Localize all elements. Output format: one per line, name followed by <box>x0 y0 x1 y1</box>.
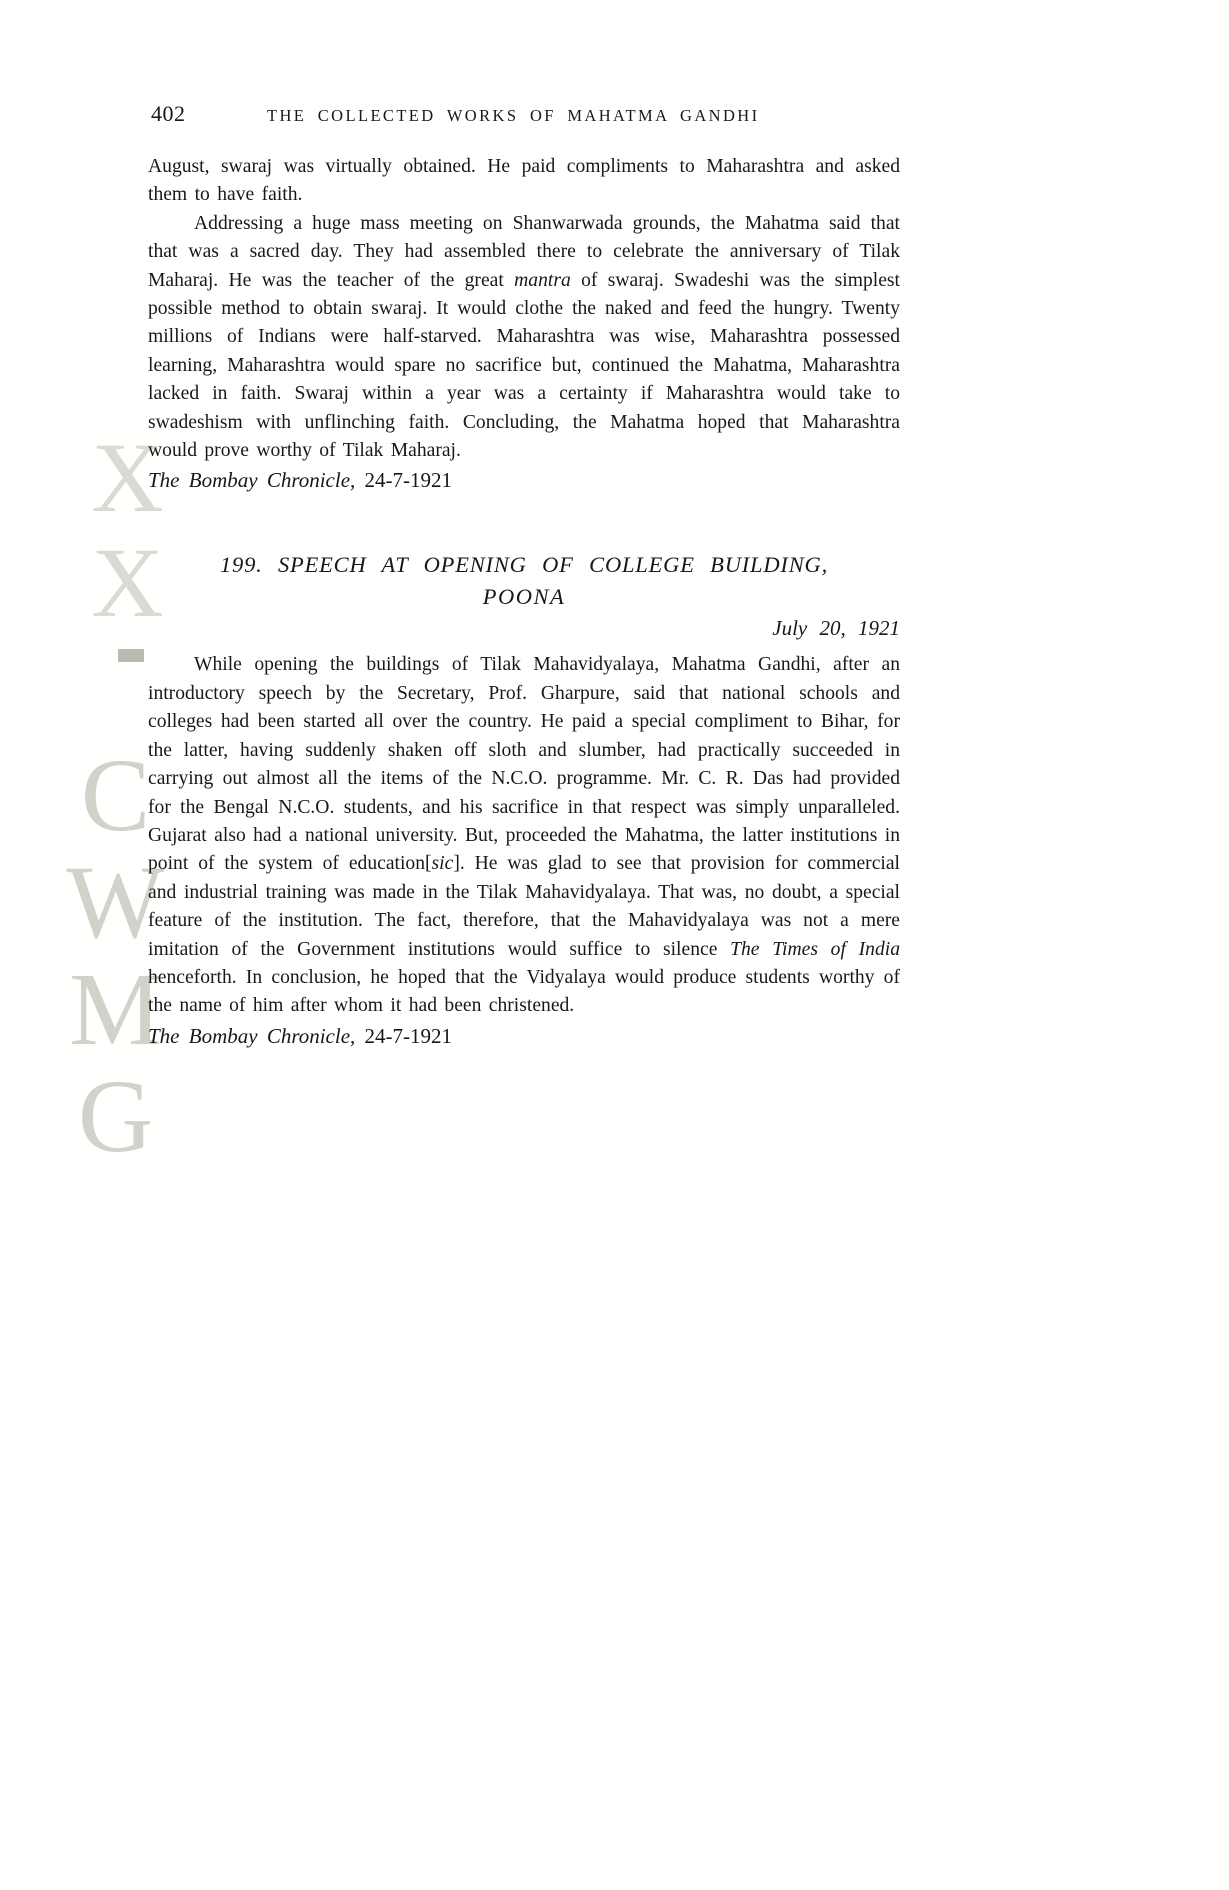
page-header <box>151 101 901 127</box>
article-heading <box>148 549 900 613</box>
article-body-paragraph: While opening the buildings of Tilak Mahavidyalaya, Mahatma Gandhi, after an introductory speech by the Secretary, Prof. Gharpure, said that national schools and colleges had been started all over the country. He paid a special compliment to Bihar, for the latter, having suddenly shaken off sloth and slumber, had practically succeeded in carrying out almost all the items of the N.C.O. programme. Mr. C. R. Das had provided for the Bengal N.C.O. students, and his sacrifice in that respect was simply unparalleled. Gujarat also had a national university. But, proceeded the Mahatma, the latter institutions in point of the system of education[sic]. He was glad to see that provision for commercial and industrial training was made in the Tilak Mahavidyalaya. That was, no doubt, a special feature of the institution. The fact, therefore, that the Mahavidyalaya was not a mere imitation of the Government institutions would suffice to silence The Times of India henceforth. In conclusion, he hoped that the Vidyalaya would produce students worthy of the name of him after whom it had been christened. <box>148 654 900 1017</box>
page-number: 402 <box>151 101 186 126</box>
running-title: THE COLLECTED WORKS OF MAHATMA GANDHI <box>266 106 760 125</box>
watermark-dash <box>118 649 144 662</box>
article-heading-line1: 199. SPEECH AT OPENING OF COLLEGE BUILDING, <box>220 552 828 578</box>
source-citation: The Bombay Chronicle, 24-7-1921 <box>148 468 453 493</box>
continuation-paragraph: August, swaraj was virtually obtained. He paid compliments to Maharashtra and asked them to have faith. <box>148 156 900 206</box>
watermark-series-initials: CWMG <box>58 738 173 1166</box>
dateline: July 20, 1921 <box>772 616 900 641</box>
text-column <box>148 153 900 1051</box>
speech-report-paragraph: Addressing a huge mass meeting on Shanwarwada grounds, the Mahatma said that that was a sacred day. They had assembled there to celebrate the anniversary of Tilak Maharaj. He was the teacher of the great mantra of swaraj. Swadeshi was the simplest possible method to obtain swaraj. It would clothe the naked and feed the hungry. Twenty millions of Indians were half-starved. Maharashtra was wise, Maharashtra possessed learning, Maharashtra would spare no sacrifice but, continued the Mahatma, Maharashtra lacked in faith. Swaraj within a year was a certainty if Maharashtra would take to swadeshism with unflinching faith. Concluding, the Mahatma hoped that Maharashtra would prove worthy of Tilak Maharaj. <box>148 212 900 462</box>
watermark-volume-number: XX <box>72 422 183 632</box>
article-heading-line2: POONA <box>482 584 566 610</box>
source-citation-bottom: The Bombay Chronicle, 24-7-1921 <box>148 1023 453 1048</box>
